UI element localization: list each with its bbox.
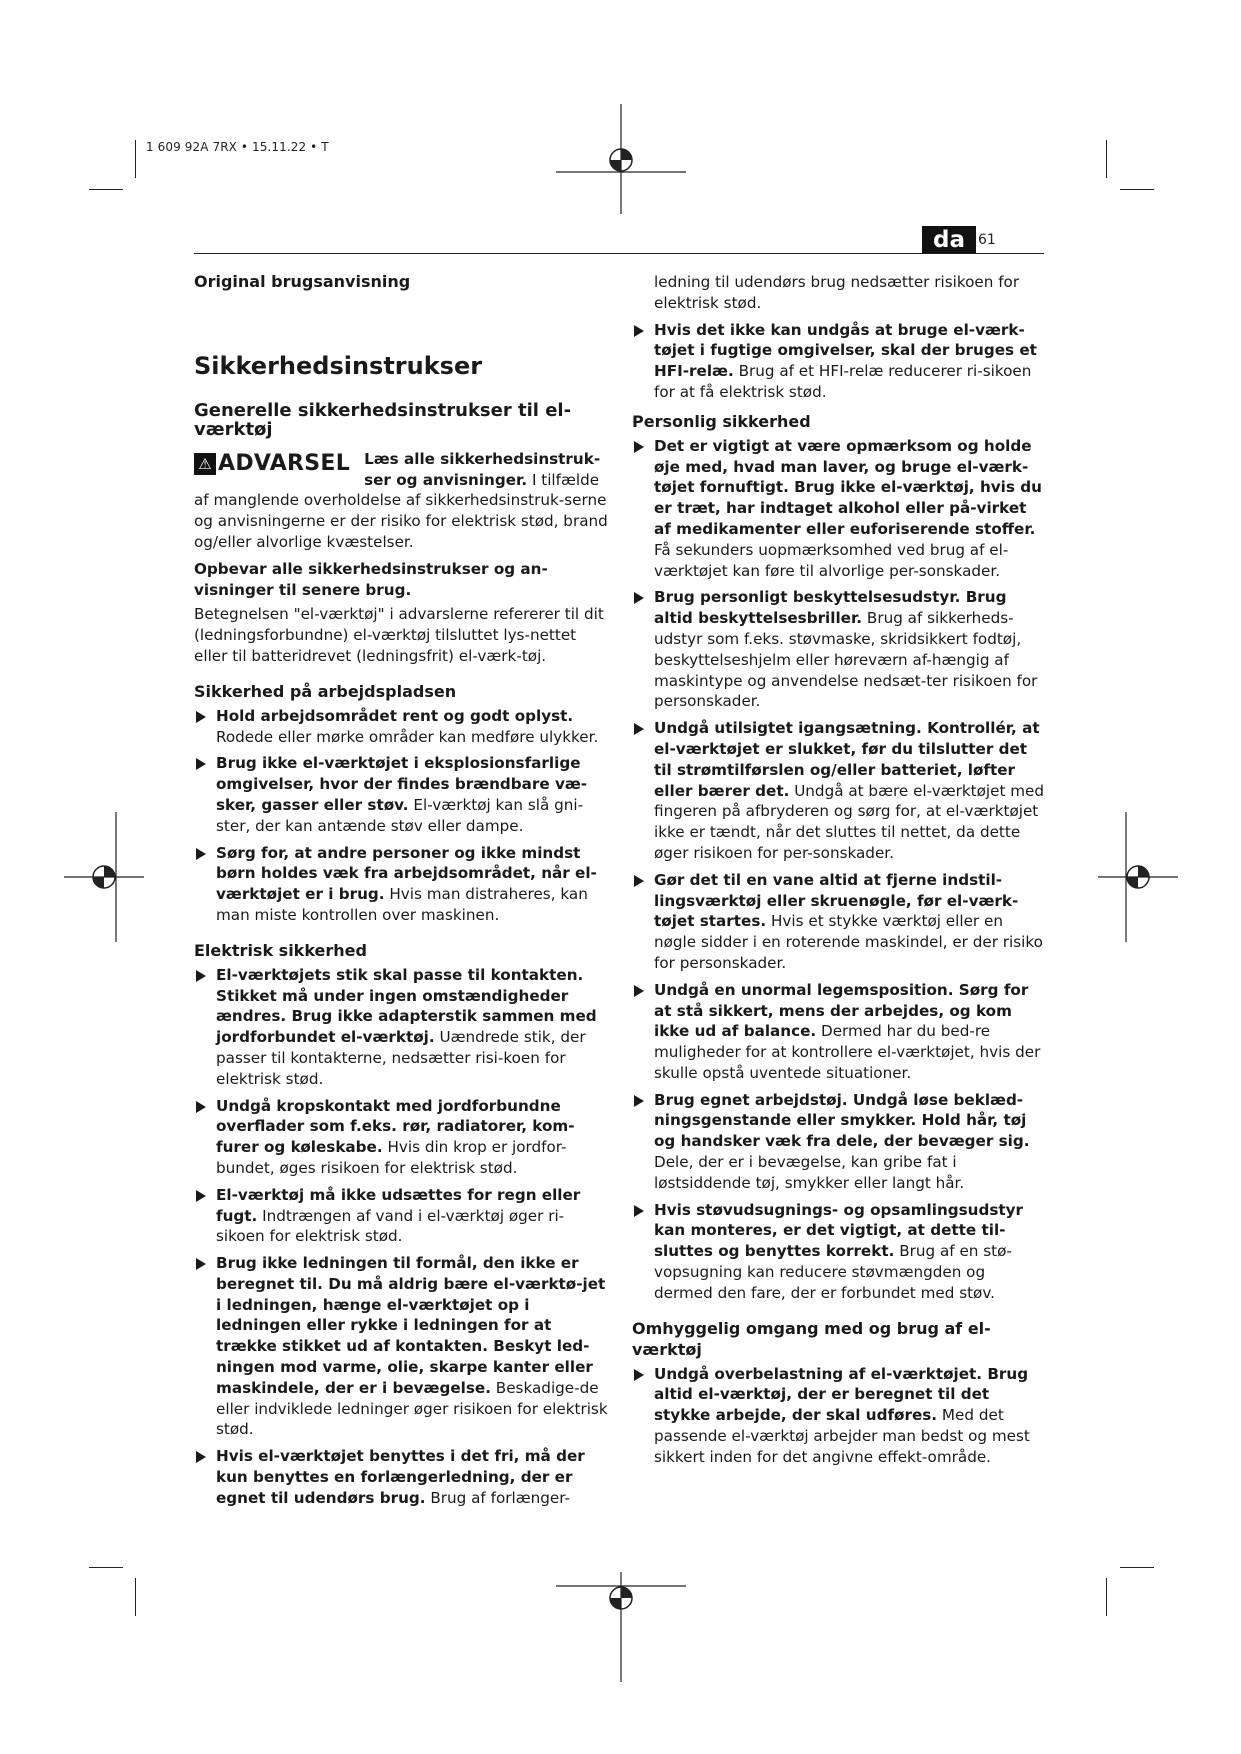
list-item: Brug ikke el-værktøjet i eksplosionsfarlige omgivelser, hvor der findes brændbare væ-sker, gasser eller støv. El-værktøj kan slå gni-ster, der kan antænde støv eller dampe. [194, 753, 609, 836]
registration-mark-icon [64, 812, 144, 942]
document-title: Original brugsanvisning [194, 272, 411, 291]
bullet-arrow-icon [196, 1190, 206, 1202]
bullet-arrow-icon [634, 723, 644, 735]
bullet-arrow-icon [196, 1101, 206, 1113]
list-item: Hvis el-værktøjet benyttes i det fri, må der kun benyttes en forlængerledning, der er egnet til udendørs brug. Brug af forlænger- [194, 1446, 609, 1508]
warning-label: ⚠ ADVARSEL [194, 451, 350, 477]
crop-mark [1106, 1578, 1107, 1616]
bullet-arrow-icon [634, 1369, 644, 1381]
bullet-arrow-icon [196, 970, 206, 982]
warning-body: I tilfælde af manglende overholdelse af sikkerhedsinstruk-serne og anvisningerne er der risiko for elektrisk stød, brand og/eller alvorlige kvæstelser. [194, 470, 608, 551]
warning-triangle-icon: ⚠ [194, 453, 216, 475]
list-item: Undgå utilsigtet igangsætning. Kontrollér, at el-værktøjet er slukket, før du tilslutter det til strømtilførslen og/eller batteriet, løfter eller bærer det. Undgå at bære el-værktøjet med fingeren på afbryderen og sørg for, at el-værktøjet ikke er tændt, når det sluttes til nettet, da dette øger risikoen for per-sonskader. [632, 718, 1047, 864]
bullet-arrow-icon [634, 985, 644, 997]
bullet-arrow-icon [634, 875, 644, 887]
bullet-arrow-icon [196, 848, 206, 860]
bullet-arrow-icon [634, 592, 644, 604]
left-column [194, 272, 609, 1515]
list-item: Hvis det ikke kan undgås at bruge el-værk-tøjet i fugtige omgivelser, skal der bruges et HFI-relæ. Brug af et HFI-relæ reducerer ri-sikoen for at få elektrisk stød. [632, 320, 1047, 403]
list-item: El-værktøj må ikke udsættes for regn eller fugt. Indtrængen af vand i el-værktøj øger ri-sikoen for elektrisk stød. [194, 1185, 609, 1247]
bullet-arrow-icon [196, 758, 206, 770]
sub-heading: Generelle sikkerhedsinstrukser til el-værktøj [194, 399, 572, 440]
personal-heading: Personlig sikkerhed [632, 411, 811, 431]
bullet-arrow-icon [196, 711, 206, 723]
list-item: Brug egnet arbejdstøj. Undgå løse beklæd-ningsgenstande eller smykker. Hold hår, tøj og handsker væk fra dele, der bevæger sig. Dele, der er i bevægelse, kan gribe fat i løstsiddende tøj, smykker eller langt hår. [632, 1090, 1047, 1194]
crop-mark [89, 1567, 123, 1568]
list-item: Undgå kropskontakt med jordforbundne overflader som f.eks. rør, radiatorer, kom-furer og køleskabe. Hvis din krop er jordfor-bundet, øges risikoen for elektrisk stød. [194, 1096, 609, 1179]
bullet-arrow-icon [634, 325, 644, 337]
definition-text: Betegnelsen "el-værktøj" i advarslerne refererer til dit (ledningsforbundne) el-værktøj tilsluttet lys-nettet eller til batteridrevet (ledningsfrit) el-værk-tøj. [194, 605, 604, 665]
list-item: Det er vigtigt at være opmærksom og holde øje med, hvad man laver, og bruge el-værk-tøjet fornuftigt. Brug ikke el-værktøj, hvis du er træt, har indtaget alkohol eller på-virket af medikamenter eller euforiserende stoffer. Få sekunders uopmærksomhed ved brug af el-værktøjet kan føre til alvorlige per-sonskader. [632, 436, 1047, 582]
crop-mark [1106, 140, 1107, 178]
crop-mark [1120, 189, 1154, 190]
language-badge: da [922, 226, 976, 254]
registration-mark-icon [556, 104, 686, 214]
header-rule [194, 253, 1044, 254]
registration-mark-icon [1098, 812, 1178, 942]
keep-instructions: Opbevar alle sikkerhedsinstrukser og an-visninger til senere brug. [194, 559, 548, 599]
electrical-heading: Elektrisk sikkerhed [194, 940, 367, 960]
bullet-arrow-icon [196, 1258, 206, 1270]
bullet-arrow-icon [196, 1451, 206, 1463]
bullet-arrow-icon [634, 1205, 644, 1217]
list-item: Brug personligt beskyttelsesudstyr. Brug altid beskyttelsesbriller. Brug af sikkerheds-udstyr som f.eks. støvmaske, skridsikkert fodtøj, beskyttelseshjelm eller høreværn af-hængig af maskintype og anvendelse nedsæt-ter risikoen for personskader. [632, 587, 1047, 712]
list-item: Hold arbejdsområdet rent og godt oplyst. Rodede eller mørke områder kan medføre ulykker. [194, 706, 609, 748]
crop-mark [135, 1578, 136, 1616]
crop-mark [89, 189, 123, 190]
crop-mark [1120, 1567, 1154, 1568]
careful-use-heading: Omhyggelig omgang med og brug af el-værktøj [632, 1318, 991, 1359]
warning-bold: Læs alle sikkerhedsinstruk-ser og anvisninger. [364, 449, 601, 489]
page-number: 61 [978, 232, 996, 248]
bullet-arrow-icon [634, 441, 644, 453]
registration-mark-icon [556, 1572, 686, 1682]
workplace-heading: Sikkerhed på arbejdspladsen [194, 681, 457, 701]
print-code: 1 609 92A 7RX • 15.11.22 • T [146, 140, 329, 154]
list-item: Undgå overbelastning af el-værktøjet. Brug altid el-værktøj, der er beregnet til det stykke arbejde, der skal udføres. Med det passende el-værktøj arbejder man bedst og mest sikkert inden for det angivne effekt-område. [632, 1364, 1047, 1468]
list-item: Sørg for, at andre personer og ikke mindst børn holdes væk fra arbejdsområdet, når el-værktøjet er i brug. Hvis man distraheres, kan man miste kontrollen over maskinen. [194, 843, 609, 926]
continuation-text: ledning til udendørs brug nedsætter risikoen for elektrisk stød. [654, 273, 1020, 312]
list-item: Hvis støvudsugnings- og opsamlingsudstyr kan monteres, er det vigtigt, at dette til-sluttes og benyttes korrekt. Brug af en stø-vopsugning kan reducere støvmængden og dermed den fare, der er forbundet med støv. [632, 1200, 1047, 1304]
list-item: El-værktøjets stik skal passe til kontakten. Stikket må under ingen omstændigheder ændres. Brug ikke adapterstik sammen med jordforbundet el-værktøj. Uændrede stik, der passer til kontakterne, nedsætter risi-koen for elektrisk stød. [194, 965, 609, 1090]
main-heading: Sikkerhedsinstrukser [194, 351, 483, 380]
list-item: Undgå en unormal legemsposition. Sørg for at stå sikkert, mens der arbejdes, og kom ikke ud af balance. Dermed har du bed-re muligheder for at kontrollere el-værktøjet, hvis der skulle opstå uventede situationer. [632, 980, 1047, 1084]
bullet-arrow-icon [634, 1095, 644, 1107]
warning-block [194, 449, 609, 553]
crop-mark [135, 140, 136, 178]
right-column [632, 272, 1047, 1474]
list-item: Brug ikke ledningen til formål, den ikke er beregnet til. Du må aldrig bære el-værktø-jet i ledningen, hænge el-værktøjet op i ledningen eller rykke i ledningen for at trække stikket ud af kontakten. Beskyt led-ningen mod varme, olie, skarpe kanter eller maskindele, der er i bevægelse. Beskadige-de eller indviklede ledninger øger risikoen for elektrisk stød. [194, 1253, 609, 1440]
list-item: Gør det til en vane altid at fjerne indstil-lingsværktøj eller skruenøgle, før el-værk-tøjet startes. Hvis et stykke værktøj eller en nøgle sidder i en roterende maskindel, er der risiko for personskader. [632, 870, 1047, 974]
